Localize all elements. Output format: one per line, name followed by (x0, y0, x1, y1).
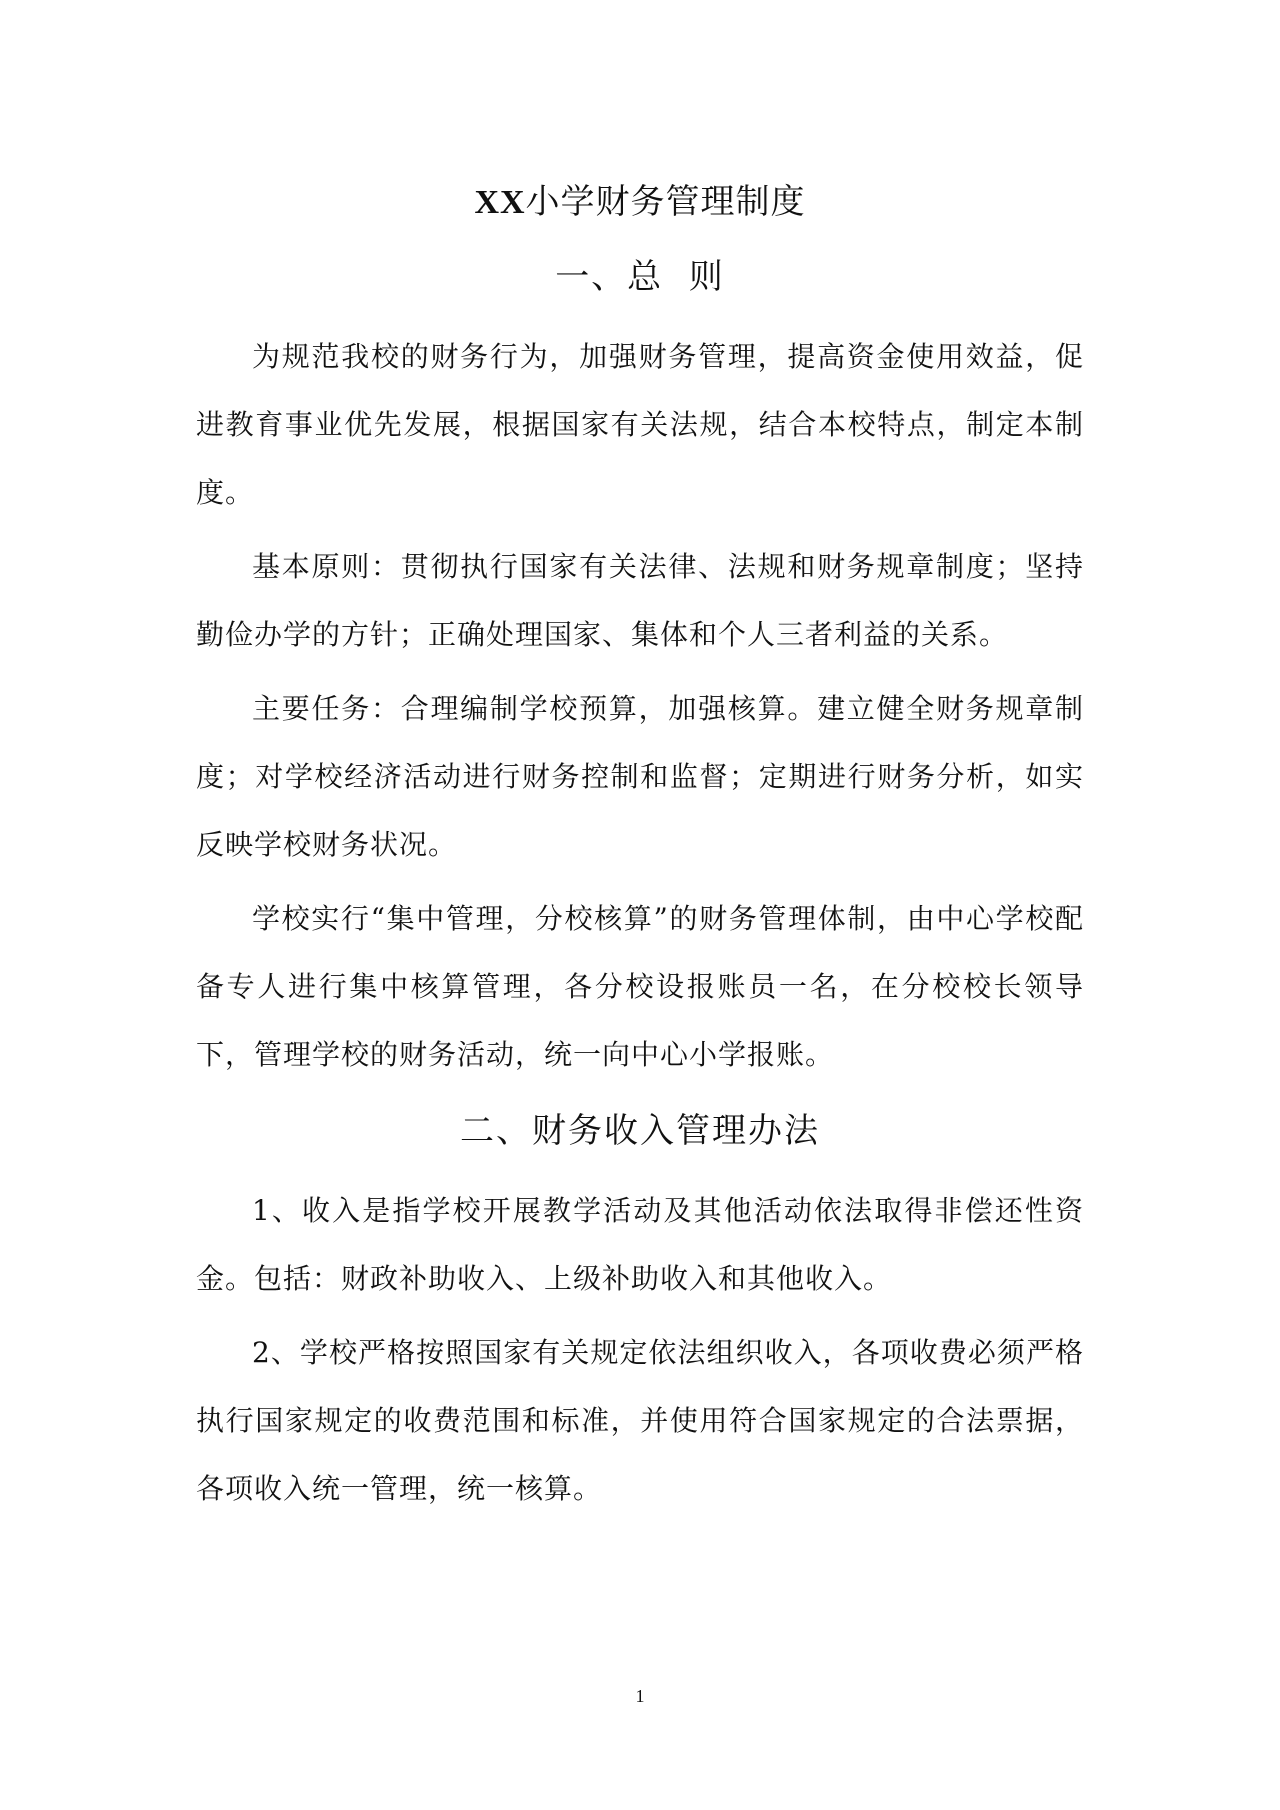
document-body (196, 168, 1084, 1529)
paragraph: 学校实行“集中管理，分校核算”的财务管理体制，由中心学校配备专人进行集中核算管理，各分校设报账员一名，在分校校长领导下，管理学校的财务活动，统一向中心小学报账。 (196, 902, 1084, 1071)
document-title-text: 小学财务管理制度 (525, 182, 806, 222)
page-number: 1 (635, 1686, 645, 1706)
paragraph: 1、收入是指学校开展教学活动及其他活动依法取得非偿还性资金。包括：财政补助收入、上级补助收入和其他收入。 (196, 1194, 1084, 1295)
paragraph: 为规范我校的财务行为，加强财务管理，提高资金使用效益，促进教育事业优先发展，根据国家有关法规，结合本校特点，制定本制度。 (196, 340, 1084, 509)
section-heading-income: 二、财务收入管理办法 (460, 1111, 820, 1151)
document-title-prefix: XX (474, 184, 526, 221)
section-heading-general: 一、总 则 (555, 257, 725, 297)
paragraph: 基本原则：贯彻执行国家有关法律、法规和财务规章制度；坚持勤俭办学的方针；正确处理国家、集体和个人三者利益的关系。 (196, 550, 1084, 651)
paragraph: 主要任务：合理编制学校预算，加强核算。建立健全财务规章制度；对学校经济活动进行财务控制和监督；定期进行财务分析，如实反映学校财务状况。 (196, 692, 1084, 861)
document-title (196, 168, 1084, 237)
paragraph: 2、学校严格按照国家有关规定依法组织收入，各项收费必须严格执行国家规定的收费范围和标准，并使用符合国家规定的合法票据，各项收入统一管理，统一核算。 (196, 1336, 1084, 1505)
